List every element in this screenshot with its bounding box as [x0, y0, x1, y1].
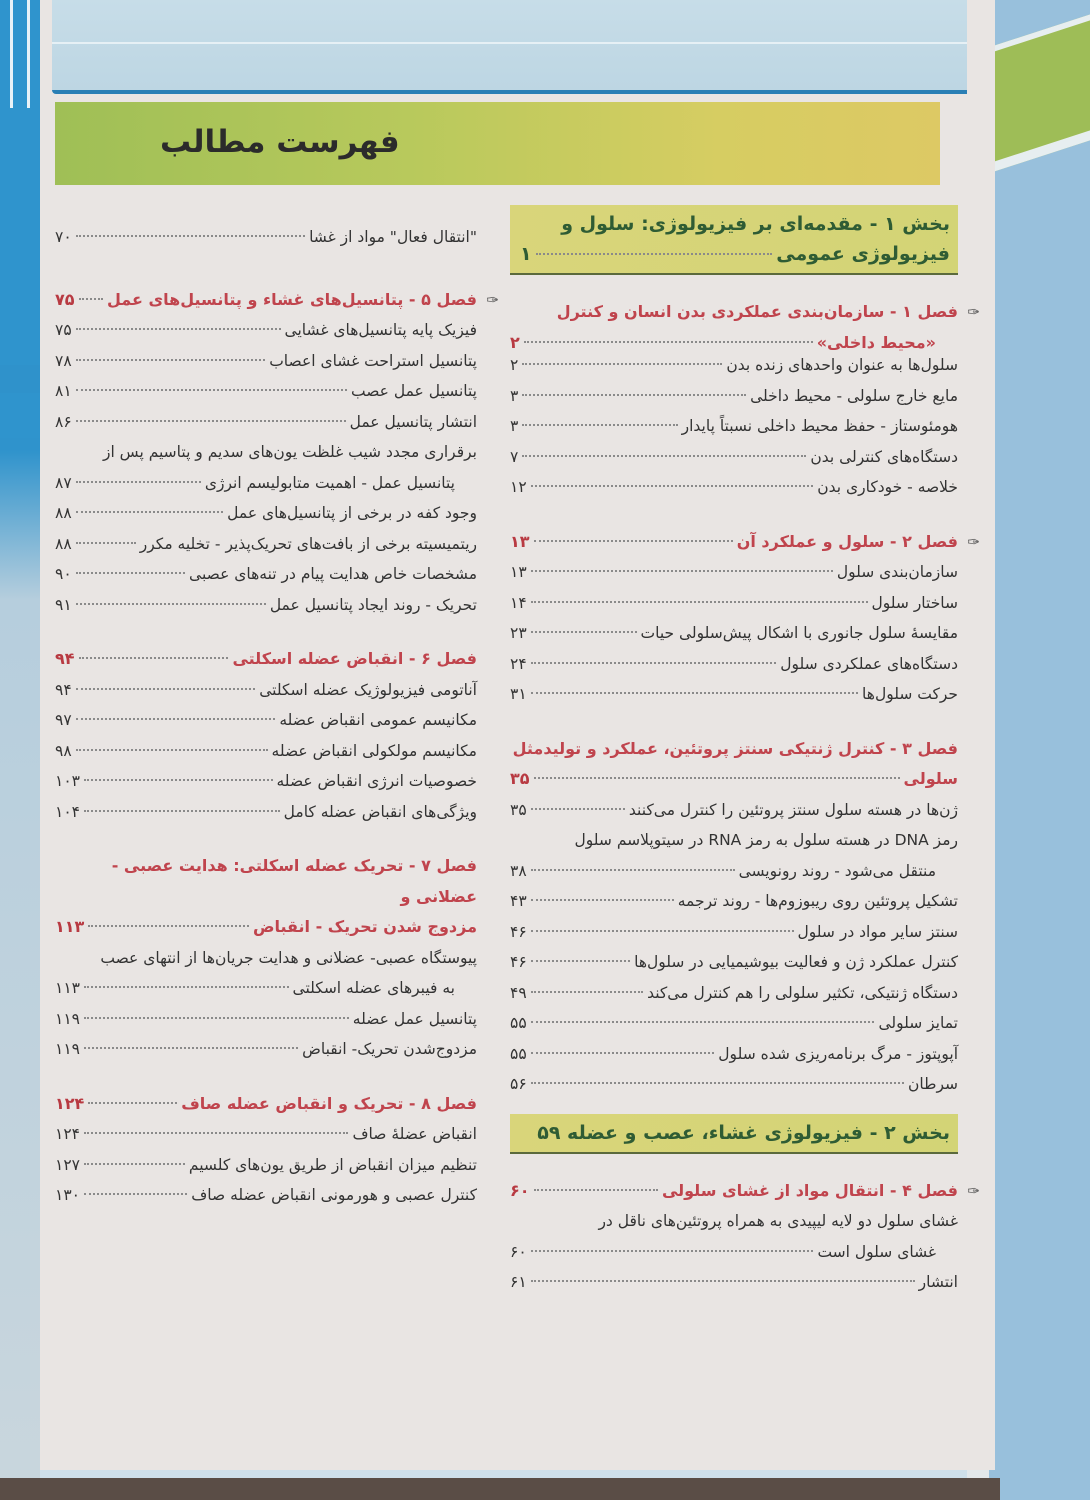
page-number: ۱۳	[510, 563, 527, 581]
page-number: ۳۵	[510, 769, 530, 788]
page-number: ۹۱	[55, 595, 72, 614]
toc-entry[interactable]: تمایز سلولی ۵۵	[510, 1008, 958, 1039]
toc-entry[interactable]: سازمان‌بندی سلول ۱۳	[510, 557, 958, 588]
chapter-heading-8[interactable]: فصل ۸ - تحریک و انقباض عضله صاف ۱۲۴	[55, 1089, 477, 1120]
page-number: ۱۲۷	[55, 1155, 80, 1174]
page-number: ۲	[510, 332, 520, 352]
page-number: ۴۶	[510, 953, 527, 971]
page-number: ۹۴	[55, 649, 75, 668]
chapter-heading-1[interactable]: ✑ فصل ۱ - سازمان‌بندی عملکردی بدن انسان و کنترل	[510, 297, 958, 328]
chapter-heading-1-cont[interactable]: «محیط داخلی» ۲	[510, 328, 958, 359]
toc-entry[interactable]: تحریک - روند ایجاد پتانسیل عمل ۹۱	[55, 590, 477, 621]
facing-page-banner	[987, 12, 1090, 174]
page-number: ۷	[510, 447, 519, 466]
page-number: ۷۵	[55, 289, 75, 309]
part-title-line: بخش ۱ - مقدمه‌ای بر فیزیولوژی: سلول و	[561, 213, 950, 235]
toc-entry[interactable]: مایع خارج سلولی - محیط داخلی ۳	[510, 381, 958, 412]
toc-entry[interactable]: مشخصات خاص هدایت پیام در تنه‌های عصبی ۹۰	[55, 559, 477, 590]
spacer	[55, 1065, 477, 1089]
page-number: ۱۲۴	[55, 1125, 80, 1143]
toc-entry[interactable]: فیزیک پایه پتانسیل‌های غشایی ۷۵	[55, 315, 477, 346]
toc-entry[interactable]: دستگاه‌های کنترلی بدن ۷	[510, 442, 958, 473]
toc-column-right	[510, 205, 980, 1298]
chapter-heading-7-cont[interactable]: مزدوج شدن تحریک - انقباض ۱۱۳	[55, 912, 477, 943]
toc-entry[interactable]: انتشار ۶۱	[510, 1267, 958, 1298]
toc-entry-cont[interactable]: منتقل می‌شود - روند رونویسی ۳۸	[510, 856, 958, 887]
toc-entry[interactable]: مکانیسم مولکولی انقباض عضله ۹۸	[55, 736, 477, 767]
page-number: ۸۷	[55, 473, 72, 492]
toc-entry[interactable]: مزدوج‌شدن تحریک- انقباض ۱۱۹	[55, 1034, 477, 1065]
page-number: ۵۹	[537, 1121, 561, 1144]
toc-entry[interactable]: سلول‌ها به عنوان واحدهای زنده بدن ۲	[510, 350, 958, 381]
page-number: ۱۴	[510, 593, 527, 612]
page-number: ۶۰	[510, 1180, 530, 1200]
pen-nib-icon: ✑	[967, 1181, 980, 1200]
toc-entry[interactable]: خلاصه - خودکاری بدن ۱۲	[510, 472, 958, 503]
toc-entry[interactable]: مقایسهٔ سلول جانوری با اشکال پیش‌سلولی حیات ۲۳	[510, 618, 958, 649]
toc-entry[interactable]: کنترل عصبی و هورمونی انقباض عضله صاف ۱۳۰	[55, 1180, 477, 1211]
page-number: ۴۳	[510, 892, 527, 910]
toc-entry-cont[interactable]: به فیبرهای عضله اسکلتی ۱۱۳	[55, 973, 477, 1004]
page-number: ۱۳	[510, 531, 530, 551]
page-number: ۴۹	[510, 983, 527, 1002]
page-number: ۱	[520, 243, 532, 265]
toc-entry[interactable]: هومئوستاز - حفظ محیط داخلی نسبتاً پایدار ۳	[510, 411, 958, 442]
page-number: ۶۰	[510, 1242, 527, 1261]
page-number: ۵۶	[510, 1075, 527, 1093]
page-number: ۶۱	[510, 1273, 527, 1291]
part-title-line: فیزیولوژی عمومی ۱	[520, 239, 950, 269]
spacer	[510, 710, 958, 734]
title-banner	[55, 102, 940, 185]
spacer	[55, 253, 477, 285]
page-number: ۷۸	[55, 351, 72, 370]
pen-nib-icon: ✑	[486, 290, 499, 309]
toc-entry[interactable]: برقراری مجدد شیب غلظت یون‌های سدیم و پتاسیم پس از	[102, 443, 477, 461]
toc-entry-cont[interactable]: پتانسیل عمل - اهمیت متابولیسم انرژی ۸۷	[55, 468, 477, 499]
page-number: ۱۲	[510, 478, 527, 496]
page-number: ۵۵	[510, 1044, 527, 1063]
part-heading-2: بخش ۲ - فیزیولوژی غشاء، عصب و عضله ۵۹	[510, 1114, 958, 1154]
page-number: ۳	[510, 417, 519, 435]
table-surface	[0, 1478, 1000, 1500]
page-title: فهرست مطالب	[160, 124, 400, 160]
page-number: ۷۵	[55, 321, 72, 339]
page-number: ۱۰۴	[55, 802, 80, 821]
toc-entry[interactable]: پتانسیل عمل عضله ۱۱۹	[55, 1004, 477, 1035]
page-number: ۱۱۹	[55, 1040, 80, 1058]
toc-entry[interactable]: سرطان ۵۶	[510, 1069, 958, 1100]
chapter-heading-6[interactable]: فصل ۶ - انقباض عضله اسکلتی ۹۴	[55, 644, 477, 675]
toc-entry[interactable]: انقباض عضلهٔ صاف ۱۲۴	[55, 1119, 477, 1150]
toc-entry[interactable]: وجود کفه در برخی از پتانسیل‌های عمل ۸۸	[55, 498, 477, 529]
pen-nib-icon: ✑	[967, 532, 980, 551]
page-number: ۲۴	[510, 654, 527, 673]
toc-entry[interactable]: ژن‌ها در هسته سلول سنتز پروتئین را کنترل می‌کنند ۳۵	[510, 795, 958, 826]
toc-entry[interactable]: "انتقال فعال" مواد از غشا ۷۰	[55, 222, 477, 253]
chapter-heading-3-cont[interactable]: سلولی ۳۵	[510, 764, 958, 795]
page-number: ۱۱۳	[55, 917, 85, 936]
pen-nib-icon: ✑	[967, 303, 980, 321]
leader-dots	[524, 341, 813, 343]
toc-entry[interactable]: پتانسیل استراحت غشای اعصاب ۷۸	[55, 346, 477, 377]
toc-entry[interactable]: دستگاه ژنتیکی، تکثیر سلولی را هم کنترل می‌کند ۴۹	[510, 978, 958, 1009]
toc-entry[interactable]: پتانسیل عمل عصب ۸۱	[55, 376, 477, 407]
toc-entry[interactable]: ویژگی‌های انقباض عضله کامل ۱۰۴	[55, 797, 477, 828]
page-number: ۳۵	[510, 800, 527, 819]
chapter-heading-4[interactable]: ✑ فصل ۴ - انتقال مواد از غشای سلولی ۶۰	[510, 1176, 958, 1207]
spacer	[510, 503, 958, 527]
toc-entry[interactable]: دستگاه‌های عملکردی سلول ۲۴	[510, 649, 958, 680]
header-band-line	[52, 42, 967, 44]
chapter-heading-2[interactable]: ✑ فصل ۲ - سلول و عملکرد آن ۱۳	[510, 527, 958, 558]
header-band-decoration	[52, 0, 967, 94]
toc-column-left	[55, 222, 499, 1211]
spine-stripes-decoration	[10, 0, 30, 108]
page-number: ۳۸	[510, 861, 527, 880]
page-number: ۹۸	[55, 741, 72, 760]
toc-entry[interactable]: ریتمیسیته برخی از بافت‌های تحریک‌پذیر - تخلیه مکرر ۸۸	[55, 529, 477, 560]
toc-entry[interactable]: غشای سلول دو لایه لیپیدی به همراه پروتئین‌های ناقل در	[598, 1212, 958, 1230]
page-number: ۸۸	[55, 504, 72, 522]
page-number: ۳۱	[510, 685, 527, 703]
toc-entry[interactable]: تنظیم میزان انقباض از طریق یون‌های کلسیم ۱۲۷	[55, 1150, 477, 1181]
spacer	[510, 1100, 958, 1114]
page-number: ۱۰۳	[55, 772, 80, 790]
page-number: ۱۳۰	[55, 1186, 80, 1204]
part-heading-1	[510, 205, 958, 275]
spacer	[55, 827, 477, 851]
page-number: ۲۳	[510, 624, 527, 642]
toc-entry[interactable]: سنتز سایر مواد در سلول ۴۶	[510, 917, 958, 948]
page-number: ۴۶	[510, 922, 527, 941]
toc-entry[interactable]: تشکیل پروتئین روی ریبوزوم‌ها - روند ترجمه ۴۳	[510, 886, 958, 917]
toc-entry[interactable]: حرکت سلول‌ها ۳۱	[510, 679, 958, 710]
toc-entry[interactable]: خصوصیات انرژی انقباض عضله ۱۰۳	[55, 766, 477, 797]
page-number: ۸۱	[55, 382, 72, 400]
spacer	[55, 620, 477, 644]
page-number: ۹۷	[55, 711, 72, 729]
toc-entry[interactable]: کنترل عملکرد ژن و فعالیت بیوشیمیایی در سلول‌ها ۴۶	[510, 947, 958, 978]
page-number: ۸۶	[55, 412, 72, 431]
toc-entry-cont[interactable]: غشای سلول است ۶۰	[510, 1237, 958, 1268]
chapter-heading-7[interactable]: فصل ۷ - تحریک عضله اسکلتی: هدایت عصبی - عضلانی و	[111, 856, 477, 906]
page-number: ۵۵	[510, 1014, 527, 1032]
toc-entry[interactable]: ساختار سلول ۱۴	[510, 588, 958, 619]
toc-entry[interactable]: انتشار پتانسیل عمل ۸۶	[55, 407, 477, 438]
toc-entry[interactable]: آپوپتوز - مرگ برنامه‌ریزی شده سلول ۵۵	[510, 1039, 958, 1070]
page-number: ۱۲۴	[55, 1093, 85, 1113]
toc-entry[interactable]: پیوستگاه عصبی- عضلانی و هدایت جریان‌ها از انتهای عصب	[100, 948, 477, 967]
toc-entry[interactable]: رمز DNA در هسته سلول به رمز RNA در سیتوپلاسم سلول	[574, 831, 958, 849]
page-number: ۹۴	[55, 680, 72, 699]
page-number: ۱۱۳	[55, 979, 80, 997]
page-number: ۹۰	[55, 565, 72, 583]
page-number: ۳	[510, 386, 519, 405]
toc-entry[interactable]: آناتومی فیزیولوژیک عضله اسکلتی ۹۴	[55, 675, 477, 706]
leader-dots	[536, 253, 773, 255]
chapter-heading-3[interactable]: فصل ۳ - کنترل ژنتیکی سنتز پروتئین، عملکرد و تولیدمثل	[512, 738, 958, 758]
page-number: ۸۸	[55, 534, 72, 553]
page-number: ۱۱۹	[55, 1009, 80, 1028]
page-number: ۲	[510, 356, 519, 374]
page-number: ۷۰	[55, 228, 72, 246]
chapter-heading-5[interactable]: ✑ فصل ۵ - پتانسیل‌های غشاء و پتانسیل‌های عمل ۷۵	[55, 285, 477, 316]
toc-entry[interactable]: مکانیسم عمومی انقباض عضله ۹۷	[55, 705, 477, 736]
